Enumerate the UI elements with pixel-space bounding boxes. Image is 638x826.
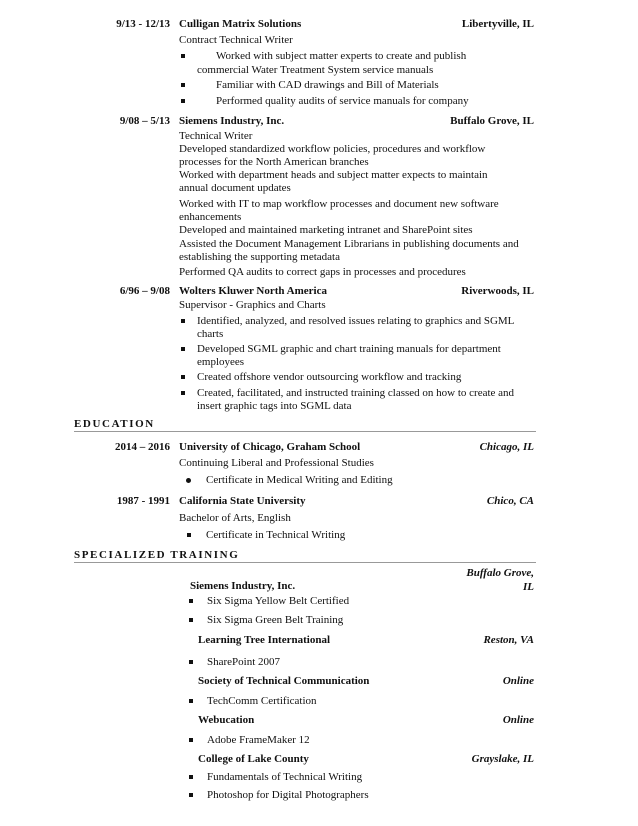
job-bullet-text: Worked with subject matter experts to create and publish (216, 50, 467, 62)
square-bullet-icon (189, 788, 193, 803)
section-divider (74, 562, 536, 563)
training-bullet-text: Adobe FrameMaker 12 (207, 734, 310, 746)
job-bullet-text: charts (197, 328, 224, 340)
job-line: annual document updates (179, 182, 291, 194)
training-location: Grayslake, IL (471, 753, 534, 765)
round-bullet-icon (186, 473, 191, 488)
job-dates: 6/96 – 9/08 (119, 285, 170, 297)
job-location: Libertyville, IL (461, 18, 534, 30)
training-location: Buffalo Grove, (466, 567, 534, 579)
job-line: Developed and maintained marketing intranet and SharePoint sites (179, 224, 473, 236)
job-bullet-text: employees (197, 356, 245, 368)
job-title: Supervisor - Graphics and Charts (179, 299, 326, 311)
job-location: Buffalo Grove, IL (450, 115, 534, 127)
job-dates: 9/08 – 5/13 (119, 115, 170, 127)
job-bullet-text: Familiar with CAD drawings and Bill of Materials (216, 79, 439, 91)
job-bullet-text: commercial Water Treatment System service manuals (197, 64, 434, 76)
job-bullet-text: Developed SGML graphic and chart training manuals for department (197, 343, 501, 355)
training-bullet-text: Six Sigma Green Belt Training (207, 614, 344, 626)
job-line: Worked with IT to map workflow processes and document new software (179, 198, 499, 210)
job-bullet-text: insert graphic tags into SGML data (197, 400, 352, 412)
square-bullet-icon (181, 370, 185, 385)
square-bullet-icon (181, 314, 185, 329)
job-title: Technical Writer (179, 130, 253, 142)
job-title: Contract Technical Writer (179, 34, 293, 46)
square-bullet-icon (189, 694, 193, 709)
education-program: Continuing Liberal and Professional Studies (179, 457, 374, 469)
square-bullet-icon (181, 386, 185, 401)
training-location: Reston, VA (483, 634, 534, 646)
training-location: IL (523, 581, 534, 593)
job-line: Assisted the Document Management Librarians in publishing documents and (179, 238, 519, 250)
job-line: enhancements (179, 211, 242, 223)
education-location: Chico, CA (486, 495, 534, 507)
education-dates: 2014 – 2016 (115, 441, 170, 453)
square-bullet-icon (189, 594, 193, 609)
job-dates: 9/13 - 12/13 (116, 18, 170, 30)
education-program: Bachelor of Arts, English (179, 512, 291, 524)
training-org: Society of Technical Communication (198, 675, 370, 687)
square-bullet-icon (181, 78, 185, 93)
square-bullet-icon (181, 49, 185, 64)
training-org: Siemens Industry, Inc. (190, 580, 296, 592)
training-org: Webucation (198, 714, 255, 726)
education-school: University of Chicago, Graham School (179, 441, 361, 453)
job-location: Riverwoods, IL (461, 285, 534, 297)
training-org: College of Lake County (198, 753, 309, 765)
training-bullet-text: Fundamentals of Technical Writing (207, 771, 363, 783)
training-org: Learning Tree International (198, 634, 330, 646)
section-heading-education: EDUCATION (74, 418, 155, 430)
job-bullet-text: Performed quality audits of service manuals for company (216, 95, 469, 107)
education-bullet-text: Certificate in Technical Writing (206, 529, 346, 541)
square-bullet-icon (189, 613, 193, 628)
training-location: Online (502, 675, 534, 687)
section-divider (74, 431, 536, 432)
education-location: Chicago, IL (479, 441, 534, 453)
square-bullet-icon (181, 342, 185, 357)
square-bullet-icon (181, 94, 185, 109)
job-company: Culligan Matrix Solutions (179, 18, 302, 30)
square-bullet-icon (189, 655, 193, 670)
job-bullet-text: Identified, analyzed, and resolved issues relating to graphics and SGML (197, 315, 515, 327)
education-bullet-text: Certificate in Medical Writing and Editing (206, 474, 393, 486)
job-bullet-text: Created offshore vendor outsourcing workflow and tracking (197, 371, 462, 383)
education-school: California State University (179, 495, 306, 507)
job-line: Developed standardized workflow policies, procedures and workflow (179, 143, 486, 155)
job-line: establishing the supporting metadata (179, 251, 340, 263)
training-bullet-text: TechComm Certification (207, 695, 317, 707)
section-heading-training: SPECIALIZED TRAINING (74, 549, 240, 561)
job-company: Siemens Industry, Inc. (179, 115, 285, 127)
square-bullet-icon (189, 770, 193, 785)
training-location: Online (502, 714, 534, 726)
training-bullet-text: Photoshop for Digital Photographers (207, 789, 369, 801)
job-bullet-text: Created, facilitated, and instructed training classed on how to create and (197, 387, 515, 399)
job-line: Performed QA audits to correct gaps in processes and procedures (179, 266, 466, 278)
job-line: processes for the North American branches (179, 156, 369, 168)
education-dates: 1987 - 1991 (116, 495, 170, 507)
training-bullet-text: Six Sigma Yellow Belt Certified (207, 595, 350, 607)
square-bullet-icon (189, 733, 193, 748)
square-bullet-icon (187, 528, 191, 543)
job-company: Wolters Kluwer North America (179, 285, 327, 297)
job-line: Worked with department heads and subject matter expects to maintain (179, 169, 488, 181)
training-bullet-text: SharePoint 2007 (207, 656, 281, 668)
